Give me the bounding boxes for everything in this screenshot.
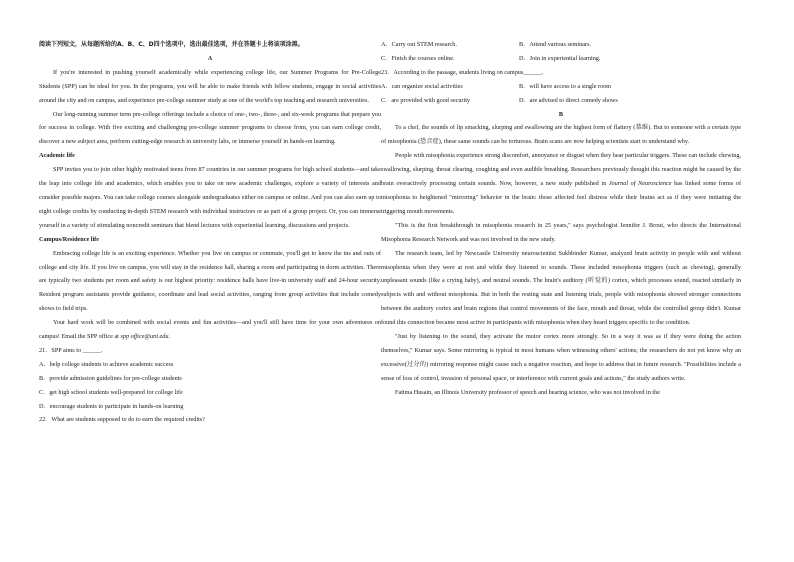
option: C．are provided with good security [381, 96, 471, 104]
journal-title: Journal of Neuroscience [608, 180, 672, 188]
text: has linked some forms of misophonia to heightened "mirroring" behavior in the brain: those affected feel distress while their brains act as if they were imitating the triggering mouth movements. [381, 180, 741, 215]
left-column [39, 38, 381, 427]
question: 22．What are students supposed to do to earn the required credits? [39, 416, 205, 424]
option-row [381, 80, 741, 94]
option: D．encourage students to participate in hands-on learning [39, 402, 184, 410]
email-link[interactable]: spp office@uni.edu [120, 333, 169, 341]
option-row [381, 38, 741, 52]
option: C．get high school students well-prepared for college life [39, 388, 183, 396]
option-row [381, 52, 741, 66]
paragraph: "This is the first breakthrough in misophonia research in 25 years," says psychologist Jennifer J. Brout, who directs the International Misophonia Research Network and was not involved in the new study. [381, 221, 741, 243]
paragraph: The research team, led by Newcastle University neuroscientist Sukhbinder Kumar, analyzed brain activity in people with and without misophonia when they were at rest and while they listened to sounds. These included misophonia triggers (such as chewing), generally unpleasant sounds (like a crying baby), and neutral sounds. The brain's auditory (听觉的) cortex, which processes sound, reacted similarly in subjects with and without misophonia. But in both the resting state and listening trials, people with misophonia showed stronger connections between the auditory cortex and brain regions that control movements of the face, mouth and throat, while the controlled group didn't. Kumar found this connection became most active in participants with misophonia when they heard triggers specific to the condition. [381, 249, 741, 327]
passage-label-b: B [558, 110, 564, 118]
question: 23．According to the passage, students living on campus______. [381, 68, 544, 76]
option: D．are advised to direct comedy shows [519, 96, 618, 104]
paragraph: SPP invites you to join other highly motivated teens from 87 countries in our summer programs for high school students—and take the leap into college life and academics, which enables you to take on new academic challenges, explore a variety of interests and consider possible majors. You can take college courses alongside undergraduates either on campus or online. And you can also earn up to eight college credits by conducting in-depth STEM research with individual instructors or as part of a group project. Or, you can immerse yourself in a variety of stimulating noncredit seminars that blend lectures with experiential learning, discussions and projects. [39, 166, 381, 229]
text: People with misophonia experience strong discomfort, annoyance or disgust when they hear particular triggers. These can include chewing, swallowing, slurping, throat clearing, coughing and even audible breathing. Researchers previously thought this reaction might be caused by the brain overactively processing certain sounds. Now, however, a new study published in [381, 152, 741, 188]
right-column [381, 38, 741, 400]
instruction: 阅读下列短文，从每题所给的A、B、C、D四个选项中，选出最佳选项，并在答题卡上将该项涂黑。 [39, 41, 304, 48]
option: B．Attend various seminars. [519, 41, 592, 48]
section-heading: Campus/Residence life [39, 235, 99, 243]
paragraph: Fatima Husain, an Illinois University professor of speech and hearing science, who was not involved in the [395, 388, 660, 396]
option: C．Finish the courses online. [381, 54, 455, 62]
paragraph: "Just by listening to the sound, they activate the motor cortex more strongly. So in a way it was as if they were doing the action themselves," Kumar says. Some mirroring is typical in most humans when witnessing others' actions; the researchers do not yet know why an excessive(过分的) mirroring response might cause such a negative reaction, and hope to address that in future research. "Possibilities include a sense of loss of control, invasion of personal space, or interference with current goals and actions," the study authors write. [381, 333, 741, 382]
paragraph: Embracing college life is an exciting experience. Whether you live on campus or commute, you'll get to know the ins and outs of college and city life. If you live on campus, you will stay in the residence hall, sharing a room and participating in dorm activities. There are typically two students per room and safety is our highest priority: residence halls have live-in university staff and 24-hour security. Resident program assistants provide guidance, coordinate and lead social activities, ranging from group activities that include comedy shows to field trips. [39, 249, 381, 313]
paragraph [381, 149, 741, 219]
section-heading: Academic life [39, 152, 75, 160]
option: A．Carry out STEM research. [381, 41, 457, 48]
option: A．help college students to achieve academic success [39, 360, 174, 368]
paragraph: If you're interested in pushing yourself academically while experiencing college life, our Summer Programs for Pre-College Students (SPP) can be ideal for you. In the programs, you will be able to make friends with fellow students, engage in social activities around the city and on campus, and experience pre-college summer study at one of the world's top teaching and research universities. [39, 68, 381, 104]
option-row [381, 94, 741, 108]
option: A．can organize social activities [381, 82, 463, 90]
paragraph [39, 316, 381, 344]
paragraph: Our long-running summer term pre-college offerings include a choice of one-, two-, three-, and six-week programs that prepare you for success in college. With five exciting and challenging pre-college summer programs to choose from, you can earn college credit, discover a new subject area, perform cutting-edge research in university labs, or immerse yourself in hands-on learning. [39, 110, 381, 146]
option: B．provide admission guidelines for pre-college students [39, 374, 182, 382]
question: 21．SPP aims to ______. [39, 346, 103, 354]
paragraph: To a chef, the sounds of lip smacking, slurping and swallowing are the highest form of flattery (恭维). But to someone with a certain type of misophonia (恐音症), these same sounds can be torturous. Brain scans are now helping scientists start to understand why. [381, 124, 741, 146]
text: Your hard work will be combined with social events and fun activities—and you'll still have time for your own adventures on campus! Email the SPP office at [39, 319, 381, 341]
text: . [168, 333, 170, 341]
passage-label-a: A [207, 54, 213, 62]
option: D．Join in experiential learning. [519, 54, 601, 62]
option: B．will have access to a single room [519, 82, 612, 90]
